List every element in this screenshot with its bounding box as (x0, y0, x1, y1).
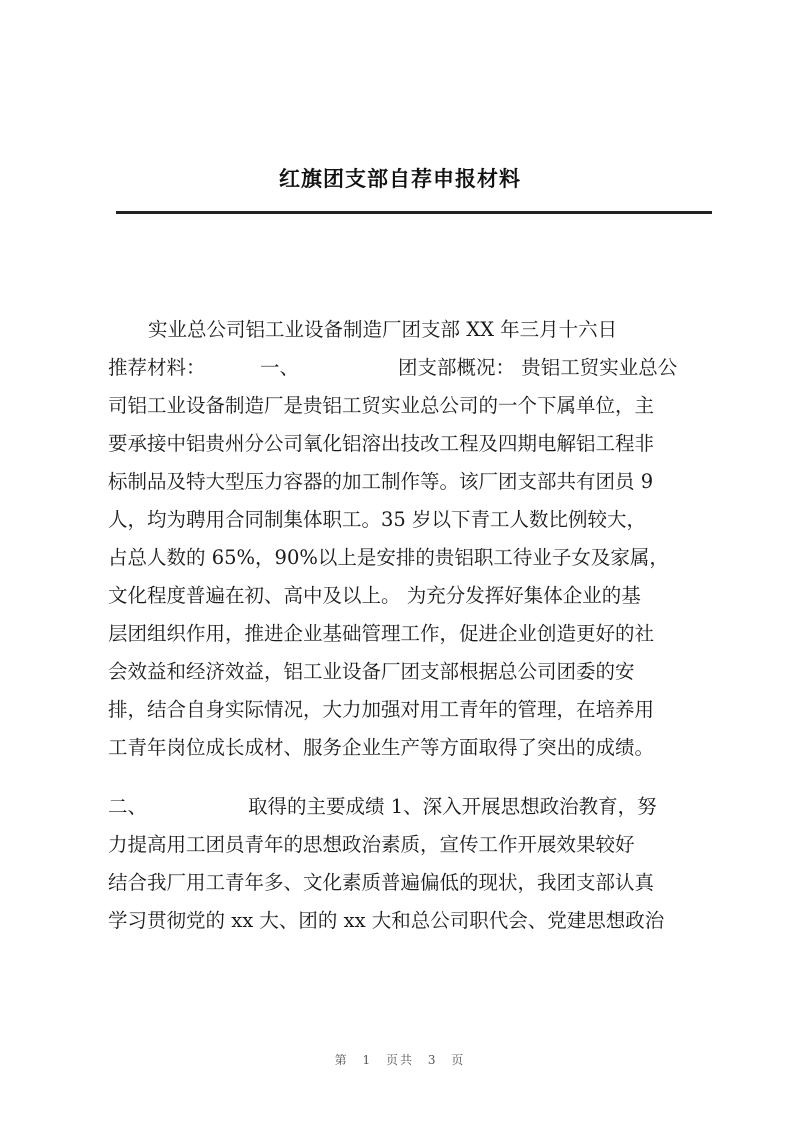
line-segment: 学习贯彻党的 xx 大、团的 xx 大和总公司职代会、党建思想政治 (108, 909, 665, 932)
line-segment: 人，均为聘用合同制集体职工。35 岁以下青工人数比例较大， (108, 508, 647, 531)
line-segment: 标制品及特大型压力容器的加工制作等。该厂团支部共有团员 9 (108, 470, 654, 493)
line-segment: 层团组织作用，推进企业基础管理工作，促进企业创造更好的社 (108, 622, 655, 645)
paragraph-line (108, 795, 712, 821)
paragraph-line (108, 622, 712, 648)
paragraph-line (108, 546, 712, 572)
paragraph-line (148, 318, 712, 344)
line-segment: 一、 (260, 356, 300, 379)
line-segment: 团支部概况： 贵铝工贸实业总公 (398, 356, 678, 379)
line-segment: 排，结合自身实际情况，大力加强对用工青年的管理，在培养用 (108, 698, 655, 721)
paragraph-line (108, 833, 712, 859)
line-segment: 取得的主要成绩 1、深入开展思想政治教育，努 (248, 795, 657, 818)
footer-total-pages: 3 (427, 1053, 438, 1067)
page-footer (0, 1051, 800, 1068)
line-segment: 实业总公司铝工业设备制造厂团支部 XX 年三月十六日 (148, 318, 618, 341)
document-title: 红旗团支部自荐申报材料 (279, 166, 521, 191)
paragraph-line (108, 584, 712, 610)
paragraph-line (108, 698, 712, 724)
paragraph-line (108, 394, 712, 420)
line-segment: 二、 (108, 795, 148, 818)
line-segment: 会效益和经济效益，铝工业设备厂团支部根据总公司团委的安 (108, 660, 635, 683)
paragraph-line (108, 356, 712, 382)
paragraph-line (108, 660, 712, 686)
line-segment: 司铝工业设备制造厂是贵铝工贸实业总公司的一个下属单位，主 (108, 394, 655, 417)
title-underline (116, 211, 712, 214)
line-segment: 文化程度普遍在初、高中及以上。 为充分发挥好集体企业的基 (108, 584, 641, 607)
paragraph-line (108, 871, 712, 897)
footer-prefix: 第 (334, 1053, 349, 1067)
paragraph-line (108, 432, 712, 458)
line-segment: 结合我厂用工青年多、文化素质普遍偏低的现状，我团支部认真 (108, 871, 655, 894)
footer-middle: 页共 (385, 1053, 414, 1067)
line-segment: 力提高用工团员青年的思想政治素质，宣传工作开展效果较好 (108, 833, 635, 856)
paragraph-line (108, 470, 712, 496)
line-segment: 推荐材料： (108, 356, 206, 379)
paragraph-line (108, 909, 712, 935)
footer-suffix: 页 (451, 1053, 466, 1067)
line-segment: 占总人数的 65%，90%以上是安排的贵铝职工待业子女及家属， (108, 546, 669, 569)
paragraph-line (108, 508, 712, 534)
footer-page-number: 1 (362, 1053, 373, 1067)
paragraph-line (108, 736, 712, 762)
line-segment: 工青年岗位成长成材、服务企业生产等方面取得了突出的成绩。 (108, 736, 655, 759)
line-segment: 要承接中铝贵州分公司氧化铝溶出技改工程及四期电解铝工程非 (108, 432, 655, 455)
